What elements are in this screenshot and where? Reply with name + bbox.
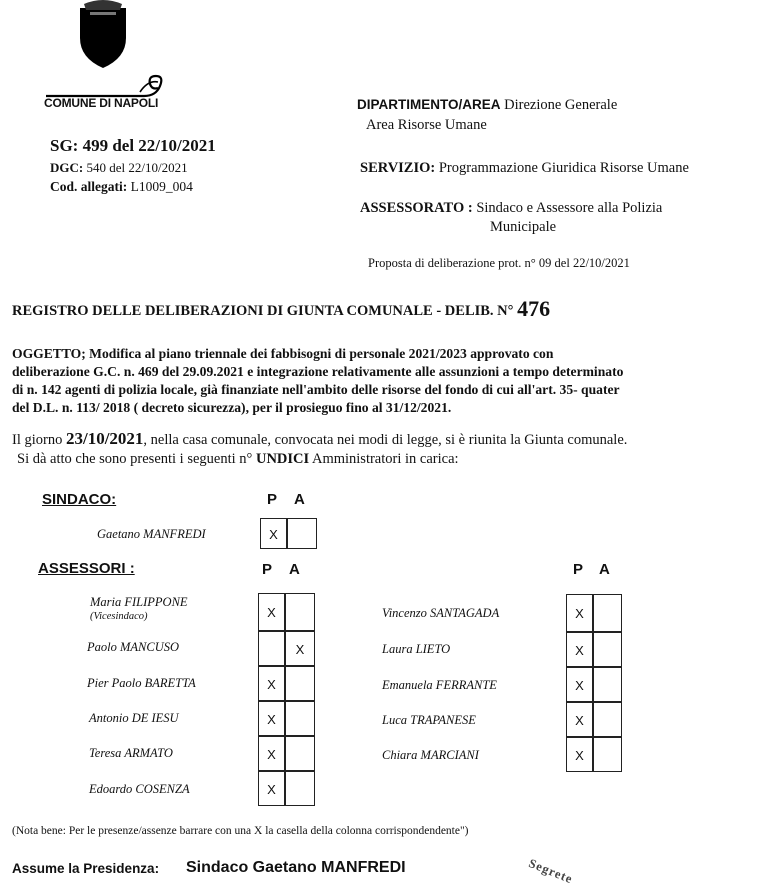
dipartimento-line <box>357 97 617 114</box>
assessore-note: (Vicesindaco) <box>90 611 148 622</box>
meeting-count: UNDICI <box>255 451 310 467</box>
oggetto-line-1: OGGETTO; Modifica al piano triennale dei fabbisogni di personale 2021/2023 approvato con <box>12 346 554 361</box>
meeting-line2-post: Amministratori in carica: <box>311 451 459 467</box>
assessori-left-a-header: A <box>289 561 300 578</box>
assessore-name: Teresa ARMATO <box>89 746 173 760</box>
assessore-name: Vincenzo SANTAGADA <box>382 606 500 620</box>
assessore-p-cell[interactable]: X <box>566 737 593 772</box>
sg-number: SG: 499 del 22/10/2021 <box>50 136 216 155</box>
allegati-line <box>50 179 193 195</box>
assessore-a-cell[interactable] <box>285 701 315 736</box>
assessori-right-p-header: P <box>573 561 584 578</box>
dipartimento-value: Direzione Generale <box>504 97 618 113</box>
assessorato-value: Sindaco e Assessore alla Polizia <box>476 200 663 216</box>
servizio-line <box>360 160 689 177</box>
assessore-name: Pier Paolo BARETTA <box>87 676 196 690</box>
assessorato-value-2: Municipale <box>490 219 557 235</box>
dgc-value: 540 del 22/10/2021 <box>86 160 188 175</box>
assessore-name: Luca TRAPANESE <box>382 713 476 727</box>
meeting-line-1 <box>12 429 627 449</box>
assessore-p-cell[interactable]: X <box>566 594 593 632</box>
dgc-label: DGC: <box>50 160 84 175</box>
registro-label: REGISTRO DELLE DELIBERAZIONI DI GIUNTA COMUNALE - DELIB. N° <box>12 303 514 319</box>
proposta-line: Proposta di deliberazione prot. n° 09 del 22/10/2021 <box>368 256 630 270</box>
assessore-a-cell[interactable] <box>593 667 622 702</box>
logo-text: COMUNE DI NAPOLI <box>44 96 159 110</box>
assessore-a-cell[interactable] <box>593 632 622 667</box>
assessore-a-cell[interactable] <box>285 666 315 701</box>
sindaco-title: SINDACO: <box>42 491 117 508</box>
assessori-title: ASSESSORI : <box>38 560 135 577</box>
assessori-left-p-header: P <box>262 561 273 578</box>
registro-line <box>12 296 550 322</box>
sindaco-a-cell[interactable] <box>287 518 317 549</box>
assessore-a-cell[interactable] <box>593 737 622 772</box>
assessore-name: Antonio DE IESU <box>89 711 179 725</box>
sindaco-p-header: P <box>267 491 278 508</box>
assessore-name: Paolo MANCUSO <box>87 640 180 654</box>
sindaco-name: Gaetano MANFREDI <box>97 527 206 541</box>
assessore-p-cell[interactable] <box>258 631 285 666</box>
meeting-line2-pre: Si dà atto che sono presenti i seguenti n° <box>17 451 253 467</box>
assessore-name: Chiara MARCIANI <box>382 748 479 762</box>
assessore-name: Edoardo COSENZA <box>89 782 190 796</box>
assessore-p-cell[interactable]: X <box>258 593 285 631</box>
nota-bene: (Nota bene: Per le presenze/assenze barrare con una X la casella della colonna corrispondendente") <box>12 825 469 837</box>
oggetto-line-3: di n. 142 agenti di polizia locale, già finanziate nell'ambito delle risorse del fondo di cui all'art. 35- quater <box>12 382 620 397</box>
assessore-name: Maria FILIPPONE <box>90 595 188 609</box>
presidenza-value: Sindaco Gaetano MANFREDI <box>186 859 406 876</box>
assessore-a-cell[interactable] <box>285 593 315 631</box>
assessore-a-cell[interactable]: X <box>285 631 315 666</box>
assessore-a-cell[interactable] <box>593 594 622 632</box>
sindaco-a-header: A <box>294 491 305 508</box>
dgc-line <box>50 160 188 176</box>
servizio-value: Programmazione Giuridica Risorse Umane <box>438 160 689 176</box>
assessore-p-cell[interactable]: X <box>258 771 285 806</box>
presidenza-label: Assume la Presidenza: <box>12 861 160 876</box>
allegati-label: Cod. allegati: <box>50 179 128 194</box>
assessore-p-cell[interactable]: X <box>566 667 593 702</box>
assessorato-label: ASSESSORATO : <box>360 200 473 216</box>
assessorato-line <box>360 200 662 217</box>
meeting-date: 23/10/2021 <box>65 429 144 448</box>
meeting-rest: , nella casa comunale, convocata nei modi di legge, si è riunita la Giunta comunale. <box>143 432 628 448</box>
dipartimento-value-2: Area Risorse Umane <box>366 117 487 133</box>
meeting-line-2 <box>17 451 459 468</box>
oggetto-line-4: del D.L. n. 113/ 2018 ( decreto sicurezza), per il prosieguo fino al 31/12/2021. <box>12 400 452 415</box>
assessore-a-cell[interactable] <box>285 771 315 806</box>
servizio-label: SERVIZIO: <box>360 160 436 176</box>
coat-of-arms-logo <box>74 0 132 70</box>
assessore-name: Laura LIETO <box>382 642 451 656</box>
assessori-right-a-header: A <box>599 561 610 578</box>
delibera-number: 476 <box>517 296 551 321</box>
assessore-p-cell[interactable]: X <box>258 701 285 736</box>
meeting-intro: Il giorno <box>12 432 63 448</box>
dipartimento-label: DIPARTIMENTO/AREA <box>357 97 501 112</box>
oggetto-line-2: deliberazione G.C. n. 469 del 29.09.2021 e integrazione relativamente alle assunzioni a tempo determinato <box>12 364 624 379</box>
assessore-name: Emanuela FERRANTE <box>382 678 497 692</box>
stamp-text: Segrete <box>526 856 575 887</box>
assessore-p-cell[interactable]: X <box>258 666 285 701</box>
allegati-value: L1009_004 <box>130 179 193 194</box>
assessore-p-cell[interactable]: X <box>566 632 593 667</box>
assessore-a-cell[interactable] <box>593 702 622 737</box>
assessore-p-cell[interactable]: X <box>258 736 285 771</box>
sindaco-p-cell[interactable]: X <box>260 518 287 549</box>
assessore-a-cell[interactable] <box>285 736 315 771</box>
assessore-p-cell[interactable]: X <box>566 702 593 737</box>
